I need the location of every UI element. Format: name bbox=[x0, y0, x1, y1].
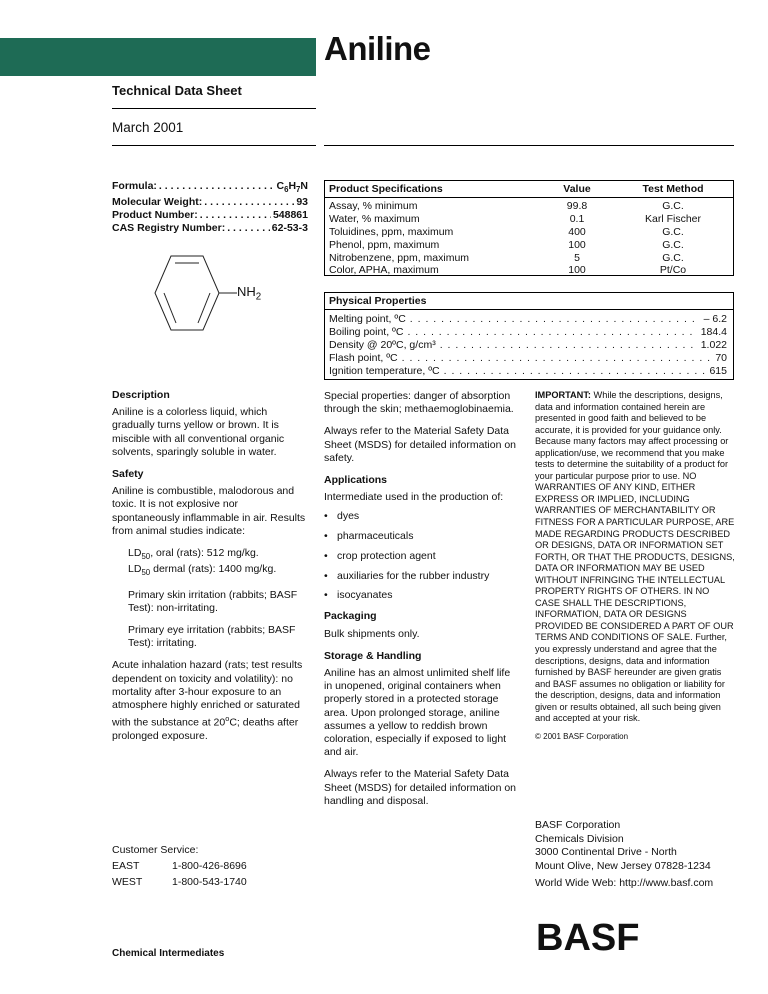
applications-list bbox=[324, 510, 520, 602]
footer-label: Chemical Intermediates bbox=[112, 948, 225, 959]
identity-row bbox=[112, 180, 308, 196]
eye-irritation: Primary eye irritation (rabbits; BASF Test): irritating. bbox=[128, 624, 296, 650]
column-header: Product Specifications bbox=[329, 183, 443, 195]
property-value: – 6.2 bbox=[703, 313, 727, 326]
physical-properties-table bbox=[324, 292, 734, 380]
identity-label: Molecular Weight: bbox=[112, 196, 203, 209]
table-cell: 0.1 bbox=[569, 213, 585, 226]
table-cell: 400 bbox=[568, 225, 586, 238]
paragraph: Bulk shipments only. bbox=[324, 627, 420, 640]
property-row bbox=[329, 351, 727, 364]
list-item: • dyes bbox=[324, 510, 360, 523]
property-row bbox=[329, 364, 727, 377]
identity-label: Formula: bbox=[112, 180, 157, 192]
list-item: • crop protection agent bbox=[324, 549, 436, 562]
address-line: BASF Corporation bbox=[535, 819, 621, 831]
paragraph: Special properties: danger of absorption through the skin; methaemoglobinaemia. bbox=[324, 390, 514, 416]
identity-value: 93 bbox=[296, 196, 308, 209]
address-line: Chemicals Division bbox=[535, 832, 624, 845]
amine-group-label: $NH_2$ bbox=[237, 284, 262, 303]
table-row bbox=[325, 200, 733, 213]
property-value: 615 bbox=[709, 364, 727, 377]
table-cell: G.C. bbox=[662, 200, 684, 213]
customer-service-heading: Customer Service: bbox=[112, 844, 199, 856]
section-heading: Physical Properties bbox=[325, 293, 733, 310]
table-cell: Color, APHA, maximum bbox=[329, 264, 439, 277]
company-address bbox=[535, 819, 713, 891]
website: World Wide Web: http://www.basf.com bbox=[535, 877, 714, 889]
table-cell: Assay, % minimum bbox=[329, 200, 418, 213]
property-label: Melting point, ºC bbox=[329, 313, 406, 326]
table-cell: Toluidines, ppm, maximum bbox=[329, 225, 454, 238]
property-row bbox=[329, 326, 727, 339]
region: WEST bbox=[112, 876, 143, 888]
benzene-ring-structure bbox=[144, 252, 239, 336]
identity-value: 548861 bbox=[272, 209, 308, 222]
product-specifications-table bbox=[324, 180, 734, 276]
phone-row bbox=[112, 858, 247, 874]
identity-row bbox=[112, 196, 308, 209]
identity-label: Product Number: bbox=[112, 209, 198, 222]
toxicity-values bbox=[112, 547, 308, 580]
basf-logo: BASF bbox=[536, 917, 640, 959]
table-cell: G.C. bbox=[662, 238, 684, 251]
paragraph: Intermediate used in the production of: bbox=[324, 491, 504, 504]
divider bbox=[112, 108, 316, 109]
property-label: Ignition temperature, ºC bbox=[329, 364, 440, 377]
table-cell: Water, % maximum bbox=[329, 213, 420, 226]
table-row bbox=[325, 226, 733, 239]
paragraph: Aniline has an almost unlimited shelf life in unopened, original containers when properly stored in a protected storage area. Upon prolonged storage, aniline assumes a yellow to reddish brown coloration, especially if exposed to light and air. bbox=[324, 667, 511, 759]
legal-notice bbox=[535, 390, 735, 742]
address-line: 3000 Continental Drive - North bbox=[535, 846, 677, 858]
address-line: Mount Olive, New Jersey 07828-1234 bbox=[535, 859, 711, 872]
ld50-oral: $LD_{50}$, oral (rats): 512 mg/kg. bbox=[128, 547, 259, 562]
identity-label: CAS Registry Number: bbox=[112, 222, 226, 235]
inhalation-hazard: Acute inhalation hazard (rats; test results dependent on toxicity and volatility): no mortality after 3-hour exposure to an atmosphere highly enriched or saturated with the substance at 20$^o$C; deaths after prolonged exposure. bbox=[112, 659, 303, 742]
paragraph: Always refer to the Material Safety Data Sheet (MSDS) for detailed information on safety. bbox=[324, 425, 517, 464]
bullet-icon: • bbox=[324, 510, 328, 523]
document-subtitle: Technical Data Sheet bbox=[112, 83, 242, 98]
paragraph: Aniline is combustible, malodorous and toxic. It is not explosive nor spontaneously inflammable in air. Results from animal studies indicate: bbox=[112, 485, 306, 537]
table-row bbox=[325, 251, 733, 264]
property-value: 184.4 bbox=[700, 326, 727, 339]
identity-block bbox=[112, 180, 308, 235]
table-row bbox=[325, 264, 733, 277]
header-green-bar bbox=[0, 38, 316, 76]
property-label: Boiling point, ºC bbox=[329, 326, 404, 339]
identity-row bbox=[112, 222, 308, 235]
divider bbox=[112, 145, 316, 146]
property-value: 1.022 bbox=[700, 338, 727, 351]
legal-text: While the descriptions, designs, data and information contained herein are presented in good faith and believed to be accurate, it is provided for your guidance only. Because many factors may affect processing or application/use, we recommend that you make tests to determine the suitability of a product for your particular purpose prior to use. NO WARRANTIES OF ANY KIND, EITHER EXPRESS OR IMPLIED, INCLUDING WARRANTIES OF MERCHANTABILITY OR FITNESS FOR A PARTICULAR PURPOSE, ARE MADE REGARDING PRODUCTS DESCRIBED OR DESIGNS, DATA OR INFORMATION SET FORTH, OR THAT THE PRODUCTS, DESIGNS, DATA OR INFORMATION MAY BE USED WITHOUT INFRINGING THE INTELLECTUAL PROPERTY RIGHTS OF OTHERS. IN NO CASE SHALL THE DESCRIPTIONS, INFORMATION, DATA OR DESIGNS PROVIDED BE CONSIDERED A PART OF OUR TERMS AND CONDITIONS OF SALE. Further, you expressly understand and agree that the descriptions, designs, data and information furnished by BASF hereunder are given gratis and BASF assumes no obligation or liability for the description, designs, data and information given or results obtained, all such being given and accepted at your risk. bbox=[535, 390, 735, 724]
table-row bbox=[325, 213, 733, 226]
table-cell: G.C. bbox=[662, 251, 684, 264]
table-cell: 100 bbox=[568, 264, 586, 277]
section-heading: Storage & Handling bbox=[324, 649, 422, 662]
table-header bbox=[325, 181, 733, 198]
legal-label: IMPORTANT: bbox=[535, 390, 591, 400]
bullet-icon: • bbox=[324, 589, 328, 602]
document-date: March 2001 bbox=[112, 120, 184, 135]
ld50-dermal: $LD_{50}$ dermal (rats): 1400 mg/kg. bbox=[128, 563, 277, 578]
bullet-icon: • bbox=[324, 549, 328, 562]
table-cell: 100 bbox=[568, 238, 586, 251]
column-header: Value bbox=[563, 183, 591, 195]
middle-column bbox=[324, 390, 520, 817]
skin-irritation: Primary skin irritation (rabbits; BASF Test): non-irritating. bbox=[128, 588, 298, 614]
formula-value: $C_6H_7N$ bbox=[276, 180, 308, 195]
phone-number: 1-800-543-1740 bbox=[172, 876, 247, 888]
property-label: Density @ 20ºC, g/cm³ bbox=[329, 338, 436, 351]
table-cell: Nitrobenzene, ppm, maximum bbox=[329, 251, 470, 264]
page-title: Aniline bbox=[324, 30, 431, 67]
table-body bbox=[325, 310, 733, 377]
section-heading: Description bbox=[112, 389, 170, 401]
identity-row bbox=[112, 209, 308, 222]
table-body bbox=[325, 198, 733, 277]
list-item: • auxiliaries for the rubber industry bbox=[324, 569, 490, 582]
property-label: Flash point, ºC bbox=[329, 351, 398, 364]
phone-row bbox=[112, 874, 247, 890]
bullet-icon: • bbox=[324, 569, 328, 582]
section-heading: Safety bbox=[112, 468, 144, 481]
paragraph: Always refer to the Material Safety Data Sheet (MSDS) for detailed information on handling and disposal. bbox=[324, 768, 517, 807]
identity-value: 62-53-3 bbox=[271, 222, 308, 235]
divider bbox=[324, 145, 734, 146]
table-cell: Pt/Co bbox=[659, 264, 687, 277]
section-heading: Applications bbox=[324, 474, 388, 487]
table-cell: G.C. bbox=[662, 225, 684, 238]
left-column bbox=[112, 389, 308, 752]
table-row bbox=[325, 238, 733, 251]
section-heading: Packaging bbox=[324, 610, 377, 623]
paragraph: Aniline is a colorless liquid, which gradually turns yellow or brown. It is miscible with all conventional organic solvents, sparingly soluble in water. bbox=[112, 406, 285, 458]
table-cell: Karl Fischer bbox=[644, 213, 701, 226]
property-row bbox=[329, 313, 727, 326]
region: EAST bbox=[112, 860, 140, 872]
phone-number: 1-800-426-8696 bbox=[172, 860, 247, 872]
table-cell: 99.8 bbox=[566, 200, 588, 213]
customer-service bbox=[112, 842, 247, 890]
property-value: 70 bbox=[715, 351, 727, 364]
table-cell: Phenol, ppm, maximum bbox=[329, 238, 440, 251]
bullet-icon: • bbox=[324, 530, 328, 543]
table-cell: 5 bbox=[574, 251, 580, 264]
copyright: © 2001 BASF Corporation bbox=[535, 731, 629, 741]
property-row bbox=[329, 339, 727, 352]
column-header: Test Method bbox=[642, 183, 704, 195]
list-item: • isocyanates bbox=[324, 589, 393, 602]
list-item: • pharmaceuticals bbox=[324, 530, 414, 543]
